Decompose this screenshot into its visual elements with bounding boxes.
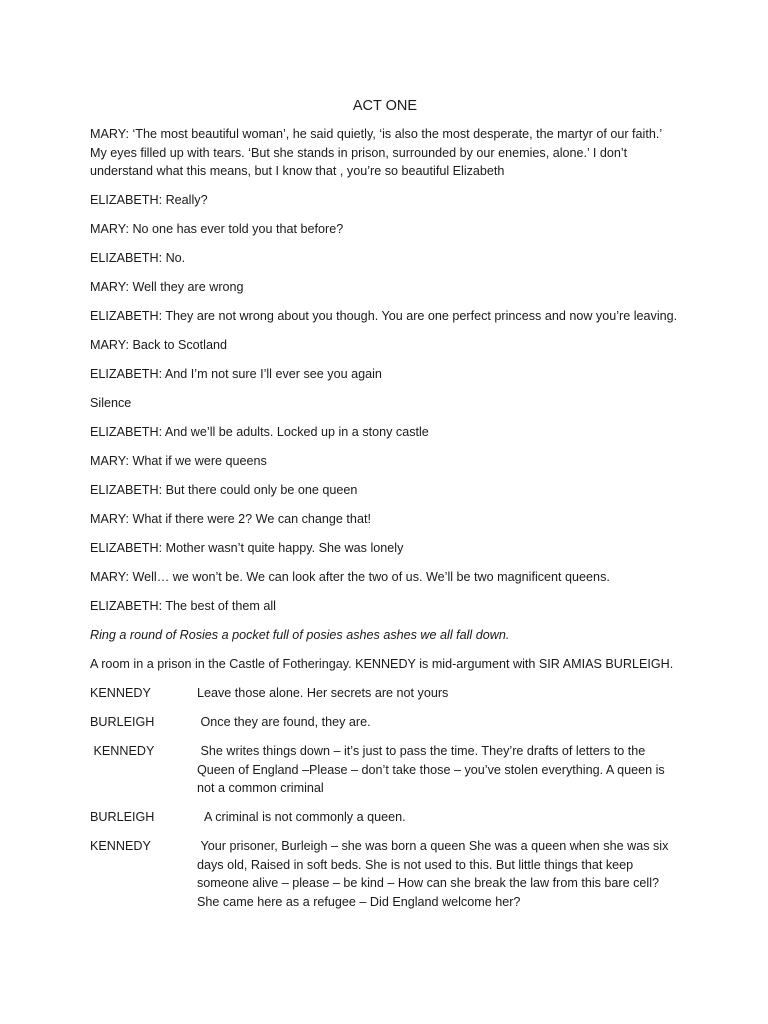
dialogue-line: Leave those alone. Her secrets are not yours xyxy=(197,686,449,700)
paragraph: ELIZABETH: The best of them all xyxy=(90,599,276,613)
paragraph: MARY: No one has ever told you that before? xyxy=(90,222,344,236)
dialogue-row xyxy=(90,837,680,911)
dialogue-line: She writes things down – it’s just to pass the time. They’re drafts of letters to the Queen of England –Please – don’t take those – you’ve stolen everything. A queen is not a common criminal xyxy=(197,744,669,795)
speaker-name: BURLEIGH xyxy=(90,715,155,729)
dialogue-row xyxy=(90,684,680,703)
paragraph: MARY: Well… we won’t be. We can look after the two of us. We’ll be two magnificent queens. xyxy=(90,570,610,584)
speaker-name: KENNEDY xyxy=(90,744,155,758)
dialogue-line: A criminal is not commonly a queen. xyxy=(197,810,406,824)
paragraph: MARY: What if we were queens xyxy=(90,454,267,468)
paragraph: ELIZABETH: But there could only be one queen xyxy=(90,483,358,497)
paragraph: MARY: What if there were 2? We can change that! xyxy=(90,512,371,526)
dialogue-line: Your prisoner, Burleigh – she was born a queen She was a queen when she was six days old, Raised in soft beds. She is not used to this. But little things that keep someone alive – please – be kind – How can she break the law from this bare cell? She came here as a refugee – Did England welcome her? xyxy=(197,839,672,909)
paragraph: ELIZABETH: They are not wrong about you though. You are one perfect princess and now you’re leaving. xyxy=(90,309,678,323)
paragraph: Silence xyxy=(90,396,132,410)
act-title: ACT ONE xyxy=(352,98,418,114)
paragraph: ELIZABETH: Mother wasn’t quite happy. She was lonely xyxy=(90,541,404,555)
paragraph: ELIZABETH: No. xyxy=(90,251,186,265)
dialogue-row xyxy=(90,808,680,827)
dialogue-row xyxy=(90,742,680,798)
speaker-name: BURLEIGH xyxy=(90,810,155,824)
paragraph: ELIZABETH: Really? xyxy=(90,193,208,207)
stage-direction: Ring a round of Rosies a pocket full of posies ashes ashes we all fall down. xyxy=(90,628,510,642)
paragraph: MARY: ‘The most beautiful woman’, he said quietly, ‘is also the most desperate, the martyr of our faith.’ My eyes filled up with tears. ‘But she stands in prison, surrounded by our enemies, alone.’ I don’t understand what this means, but I know that , you’re so beautiful Elizabeth xyxy=(90,127,662,178)
paragraph: ELIZABETH: And we’ll be adults. Locked up in a stony castle xyxy=(90,425,429,439)
dialogue-line: Once they are found, they are. xyxy=(197,715,371,729)
scene-setting: A room in a prison in the Castle of Fotheringay. KENNEDY is mid-argument with SIR AMIAS BURLEIGH. xyxy=(90,657,674,671)
speaker-name: KENNEDY xyxy=(90,839,151,853)
paragraph: ELIZABETH: And I’m not sure I’ll ever see you again xyxy=(90,367,382,381)
speaker-name: KENNEDY xyxy=(90,686,151,700)
paragraph: MARY: Back to Scotland xyxy=(90,338,227,352)
paragraph: MARY: Well they are wrong xyxy=(90,280,244,294)
dialogue-row xyxy=(90,713,680,732)
